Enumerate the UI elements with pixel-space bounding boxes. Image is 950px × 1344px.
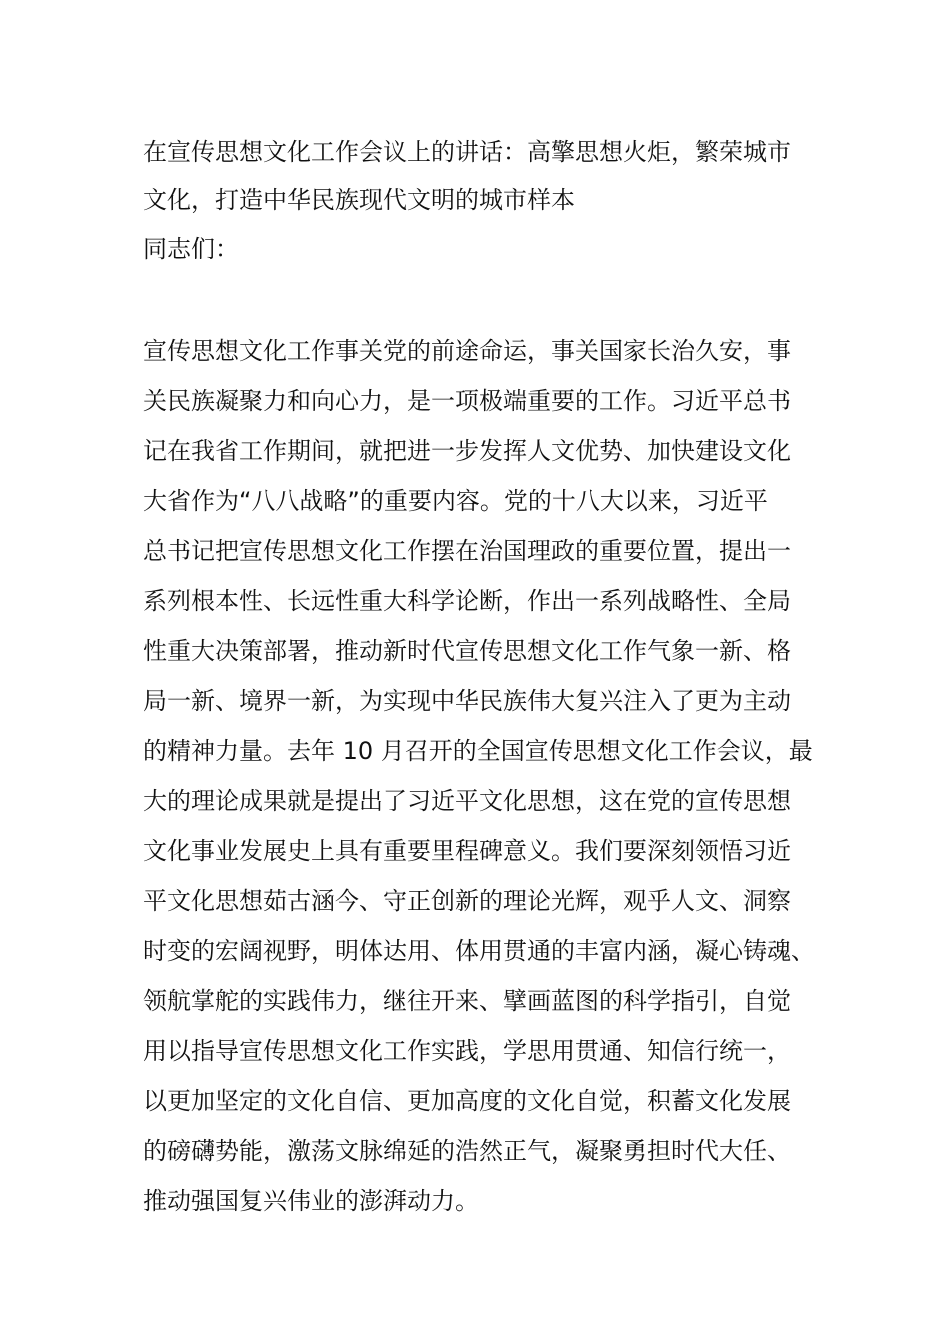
body-line: 的精神力量。去年 10 月召开的全国宣传思想文化工作会议，最 <box>143 737 813 765</box>
body-line: 总书记把宣传思想文化工作摆在治国理政的重要位置，提出一 <box>143 537 791 565</box>
body-line: 大的理论成果就是提出了习近平文化思想，这在党的宣传思想 <box>143 787 791 815</box>
salutation: 同志们： <box>143 235 239 263</box>
body-line: 性重大决策部署，推动新时代宣传思想文化工作气象一新、格 <box>143 637 791 665</box>
title-line: 在宣传思想文化工作会议上的讲话：高擎思想火炬，繁荣城市 <box>143 138 791 166</box>
body-line: 文化事业发展史上具有重要里程碑意义。我们要深刻领悟习近 <box>143 837 791 865</box>
body-line: 以更加坚定的文化自信、更加高度的文化自觉，积蓄文化发展 <box>143 1087 791 1115</box>
body-line: 的磅礴势能，激荡文脉绵延的浩然正气，凝聚勇担时代大任、 <box>143 1137 791 1165</box>
body-paragraph <box>143 326 815 1226</box>
body-line: 领航掌舵的实践伟力，继往开来、擘画蓝图的科学指引，自觉 <box>143 987 791 1015</box>
body-line: 时变的宏阔视野，明体达用、体用贯通的丰富内涵，凝心铸魂、 <box>143 937 815 965</box>
title-line: 文化，打造中华民族现代文明的城市样本 <box>143 186 575 214</box>
body-line: 用以指导宣传思想文化工作实践，学思用贯通、知信行统一， <box>143 1037 791 1065</box>
body-line: 记在我省工作期间，就把进一步发挥人文优势、加快建设文化 <box>143 437 791 465</box>
body-line: 系列根本性、长远性重大科学论断，作出一系列战略性、全局 <box>143 587 791 615</box>
body-line: 关民族凝聚力和向心力，是一项极端重要的工作。习近平总书 <box>143 387 791 415</box>
body-line: 宣传思想文化工作事关党的前途命运，事关国家长治久安，事 <box>143 337 791 365</box>
body-line: 局一新、境界一新，为实现中华民族伟大复兴注入了更为主动 <box>143 687 791 715</box>
body-line: 大省作为“八八战略”的重要内容。党的十八大以来，习近平 <box>143 487 768 515</box>
body-line: 推动强国复兴伟业的澎湃动力。 <box>143 1187 479 1215</box>
document-title <box>143 128 815 224</box>
document-content <box>143 128 815 1226</box>
body-line: 平文化思想茹古涵今、守正创新的理论光辉，观乎人文、洞察 <box>143 887 791 915</box>
